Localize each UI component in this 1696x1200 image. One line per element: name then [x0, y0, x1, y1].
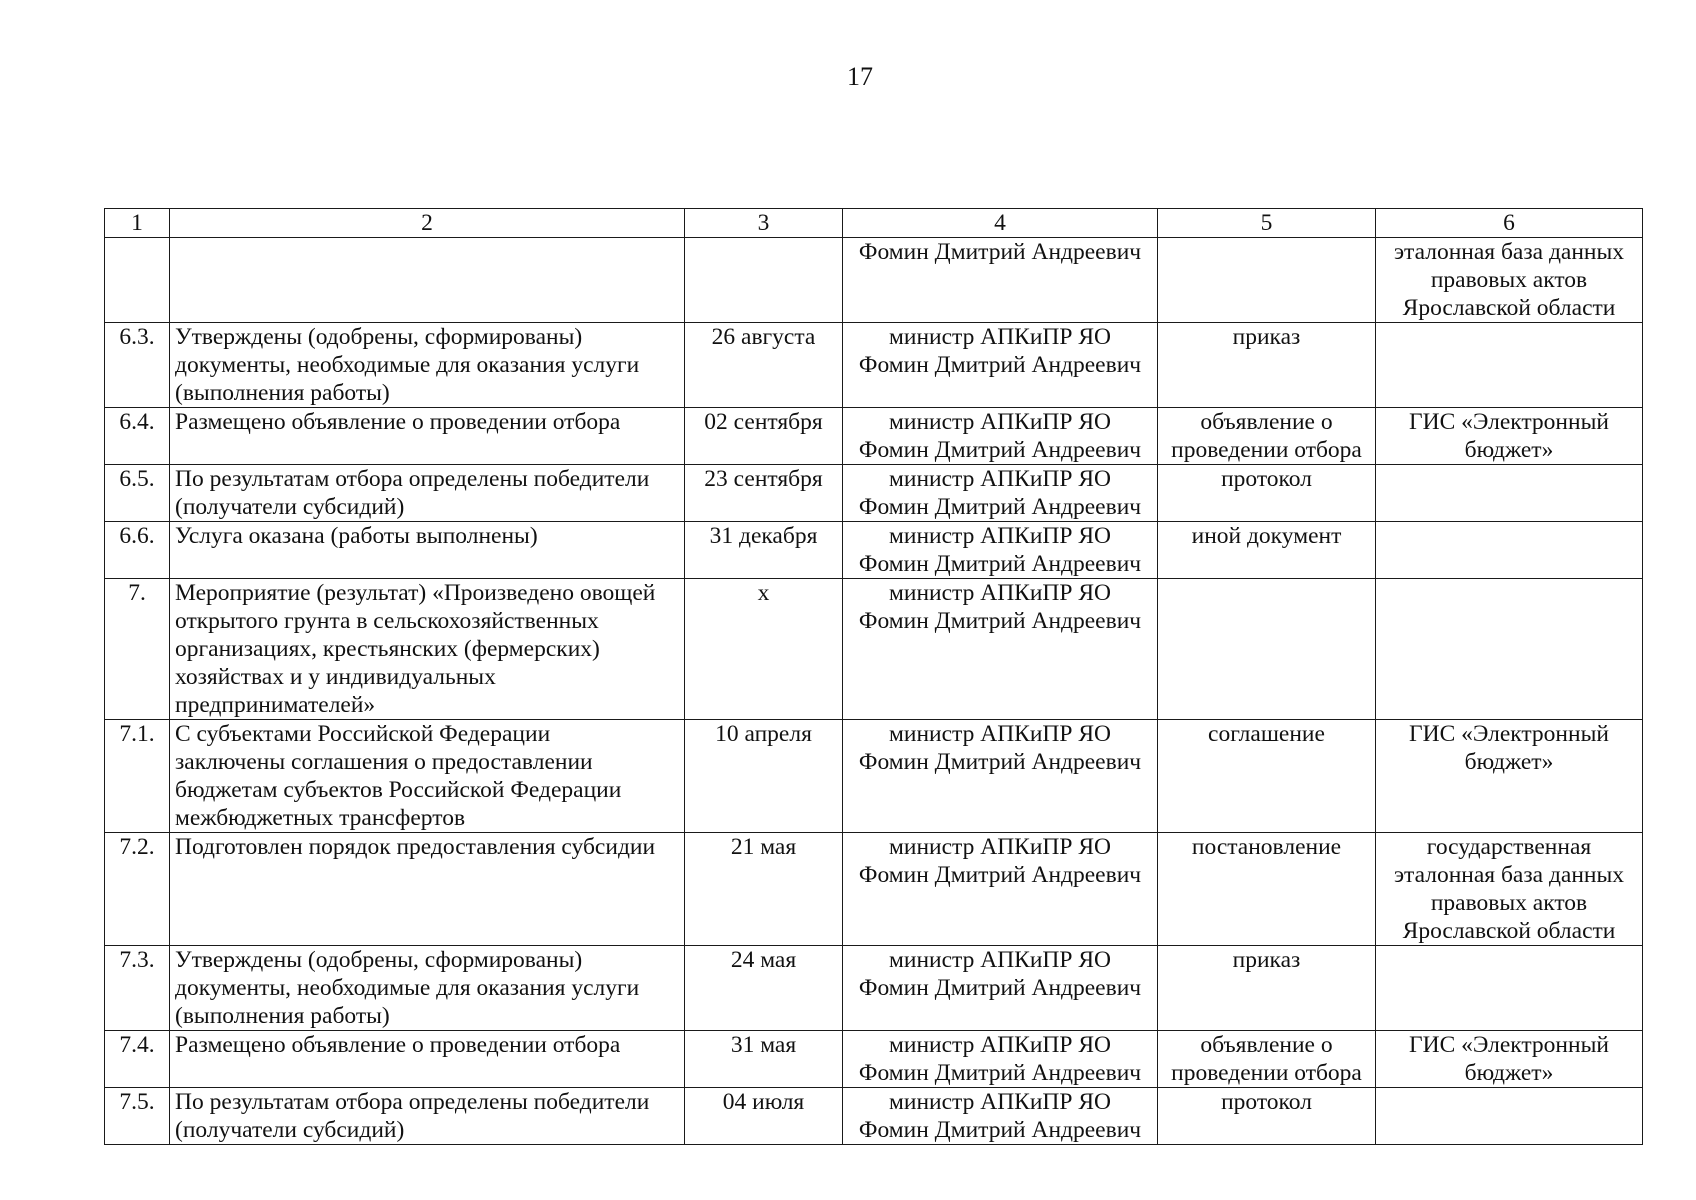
responsible-cell	[843, 833, 1158, 946]
cell-text-line: ГИС «Электронный	[1409, 1032, 1609, 1058]
page-number: 17	[847, 62, 873, 91]
cell-text-line: иной документ	[1191, 523, 1342, 549]
cell-text: 6.5.	[119, 466, 155, 492]
cell-text-line: По результатам отбора определены победители	[175, 466, 650, 492]
description-cell	[170, 720, 685, 833]
deadline-cell	[685, 833, 843, 946]
responsible-cell	[843, 522, 1158, 579]
column-header: 1	[105, 209, 170, 238]
cell-text-line: Размещено объявление о проведении отбора	[175, 1032, 621, 1058]
cell-text-line: бюджет»	[1464, 1060, 1554, 1086]
table-row	[105, 238, 1643, 323]
document-type-cell	[1158, 720, 1376, 833]
cell-text: 23 сентября	[704, 466, 823, 492]
cell-text-line: Размещено объявление о проведении отбора	[175, 409, 621, 435]
cell-text-line: Мероприятие (результат) «Произведено овощей	[175, 580, 656, 606]
cell-text-line: Ярославской области	[1402, 295, 1616, 321]
info-system-cell	[1376, 1031, 1643, 1088]
cell-text-line: министр АПКиПР ЯО	[889, 580, 1111, 606]
deadline-cell	[685, 946, 843, 1031]
document-type-cell	[1158, 946, 1376, 1031]
cell-text: 31 мая	[730, 1032, 797, 1058]
cell-text: 7.	[128, 580, 146, 606]
cell-text-line: соглашение	[1208, 721, 1325, 747]
cell-text-line: По результатам отбора определены победители	[175, 1089, 650, 1115]
cell-text: 6.3.	[119, 324, 155, 350]
cell-text-line: Утверждены (одобрены, сформированы)	[175, 947, 583, 973]
description-cell	[170, 579, 685, 720]
cell-text-line: бюджетам субъектов Российской Федерации	[175, 777, 622, 803]
row-number-cell	[105, 833, 170, 946]
cell-text: 7.3.	[119, 947, 155, 973]
deadline-cell	[685, 579, 843, 720]
table-row	[105, 833, 1643, 946]
cell-text-line: министр АПКиПР ЯО	[889, 1089, 1111, 1115]
info-system-cell	[1376, 579, 1643, 720]
description-cell	[170, 408, 685, 465]
description-cell	[170, 833, 685, 946]
cell-text-line: Утверждены (одобрены, сформированы)	[175, 324, 583, 350]
cell-text-line: объявление о	[1200, 1032, 1333, 1058]
cell-text-line: протокол	[1221, 466, 1312, 492]
column-header: 4	[843, 209, 1158, 238]
cell-text-line: объявление о	[1200, 409, 1333, 435]
row-number-cell	[105, 522, 170, 579]
description-cell	[170, 323, 685, 408]
cell-text-line: открытого грунта в сельскохозяйственных	[175, 608, 599, 634]
document-type-cell	[1158, 833, 1376, 946]
description-cell	[170, 465, 685, 522]
cell-text-line: Фомин Дмитрий Андреевич	[858, 494, 1142, 520]
cell-text: 7.5.	[119, 1089, 155, 1115]
cell-text-line: проведении отбора	[1171, 437, 1362, 463]
cell-text: х	[757, 580, 770, 606]
deadline-cell	[685, 238, 843, 323]
cell-text: 24 мая	[730, 947, 797, 973]
responsible-cell	[843, 465, 1158, 522]
cell-text-line: приказ	[1232, 947, 1301, 973]
cell-text: 21 мая	[730, 834, 797, 860]
cell-text-line: Фомин Дмитрий Андреевич	[858, 239, 1142, 265]
cell-text: 6.4.	[119, 409, 155, 435]
table-row	[105, 522, 1643, 579]
responsible-cell	[843, 946, 1158, 1031]
row-number-cell	[105, 579, 170, 720]
cell-text-line: министр АПКиПР ЯО	[889, 721, 1111, 747]
cell-text-line: эталонная база данных	[1393, 862, 1625, 888]
row-number-cell	[105, 408, 170, 465]
cell-text-line: Подготовлен порядок предоставления субсидии	[175, 834, 656, 860]
cell-text: 7.2.	[119, 834, 155, 860]
cell-text-line: министр АПКиПР ЯО	[889, 834, 1111, 860]
cell-text-line: министр АПКиПР ЯО	[889, 324, 1111, 350]
info-system-cell	[1376, 833, 1643, 946]
cell-text-line: Фомин Дмитрий Андреевич	[858, 437, 1142, 463]
cell-text-line: правовых актов	[1430, 890, 1588, 916]
info-system-cell	[1376, 408, 1643, 465]
table-row	[105, 946, 1643, 1031]
row-number-cell	[105, 1088, 170, 1145]
row-number-cell	[105, 238, 170, 323]
cell-text-line: Фомин Дмитрий Андреевич	[858, 1117, 1142, 1143]
deadline-cell	[685, 323, 843, 408]
table-row	[105, 408, 1643, 465]
description-cell	[170, 1031, 685, 1088]
cell-text-line: Услуга оказана (работы выполнены)	[175, 523, 538, 549]
row-number-cell	[105, 720, 170, 833]
deadline-cell	[685, 720, 843, 833]
description-cell	[170, 522, 685, 579]
document-type-cell	[1158, 1031, 1376, 1088]
cell-text-line: Фомин Дмитрий Андреевич	[858, 1060, 1142, 1086]
cell-text-line: министр АПКиПР ЯО	[889, 1032, 1111, 1058]
cell-text-line: эталонная база данных	[1393, 239, 1625, 265]
deadline-cell	[685, 408, 843, 465]
cell-text-line: С субъектами Российской Федерации	[175, 721, 551, 747]
row-number-cell	[105, 323, 170, 408]
responsible-cell	[843, 1031, 1158, 1088]
responsible-cell	[843, 408, 1158, 465]
info-system-cell	[1376, 1088, 1643, 1145]
column-header: 3	[685, 209, 843, 238]
cell-text-line: (выполнения работы)	[175, 1003, 390, 1029]
responsible-cell	[843, 720, 1158, 833]
cell-text: 26 августа	[711, 324, 816, 350]
cell-text-line: государственная	[1426, 834, 1592, 860]
cell-text-line: (выполнения работы)	[175, 380, 390, 406]
column-header: 6	[1376, 209, 1643, 238]
deadline-cell	[685, 465, 843, 522]
cell-text-line: проведении отбора	[1171, 1060, 1362, 1086]
plan-table	[104, 208, 1643, 1145]
document-type-cell	[1158, 579, 1376, 720]
description-cell	[170, 946, 685, 1031]
responsible-cell	[843, 323, 1158, 408]
cell-text-line: межбюджетных трансфертов	[175, 805, 466, 831]
cell-text-line: приказ	[1232, 324, 1301, 350]
table-header-row	[105, 209, 1643, 238]
info-system-cell	[1376, 238, 1643, 323]
cell-text-line: документы, необходимые для оказания услуги	[175, 975, 640, 1001]
cell-text-line: бюджет»	[1464, 749, 1554, 775]
info-system-cell	[1376, 465, 1643, 522]
cell-text-line: Фомин Дмитрий Андреевич	[858, 975, 1142, 1001]
cell-text-line: предпринимателей»	[175, 692, 376, 718]
table-row	[105, 465, 1643, 522]
description-cell	[170, 238, 685, 323]
cell-text: 02 сентября	[704, 409, 823, 435]
responsible-cell	[843, 1088, 1158, 1145]
table-row	[105, 1088, 1643, 1145]
deadline-cell	[685, 1031, 843, 1088]
deadline-cell	[685, 1088, 843, 1145]
table-row	[105, 579, 1643, 720]
document-type-cell	[1158, 408, 1376, 465]
row-number-cell	[105, 946, 170, 1031]
cell-text: 31 декабря	[709, 523, 818, 549]
cell-text-line: правовых актов	[1430, 267, 1588, 293]
column-header: 5	[1158, 209, 1376, 238]
responsible-cell	[843, 579, 1158, 720]
table-row	[105, 1031, 1643, 1088]
cell-text-line: документы, необходимые для оказания услуги	[175, 352, 640, 378]
document-type-cell	[1158, 1088, 1376, 1145]
document-type-cell	[1158, 238, 1376, 323]
column-header: 2	[170, 209, 685, 238]
cell-text-line: заключены соглашения о предоставлении	[175, 749, 593, 775]
cell-text-line: постановление	[1191, 834, 1342, 860]
cell-text-line: министр АПКиПР ЯО	[889, 466, 1111, 492]
cell-text-line: организациях, крестьянских (фермерских)	[175, 636, 600, 662]
cell-text-line: министр АПКиПР ЯО	[889, 523, 1111, 549]
cell-text-line: Фомин Дмитрий Андреевич	[858, 608, 1142, 634]
cell-text-line: Фомин Дмитрий Андреевич	[858, 352, 1142, 378]
info-system-cell	[1376, 522, 1643, 579]
document-type-cell	[1158, 465, 1376, 522]
cell-text-line: хозяйствах и у индивидуальных	[175, 664, 496, 690]
cell-text: 04 июля	[722, 1089, 805, 1115]
cell-text-line: Фомин Дмитрий Андреевич	[858, 862, 1142, 888]
cell-text: 7.4.	[119, 1032, 155, 1058]
cell-text: 10 апреля	[715, 721, 812, 747]
info-system-cell	[1376, 323, 1643, 408]
info-system-cell	[1376, 720, 1643, 833]
cell-text-line: Фомин Дмитрий Андреевич	[858, 749, 1142, 775]
description-cell	[170, 1088, 685, 1145]
cell-text-line: Ярославской области	[1402, 918, 1616, 944]
cell-text-line: (получатели субсидий)	[175, 1117, 405, 1143]
cell-text: 7.1.	[119, 721, 155, 747]
cell-text-line: Фомин Дмитрий Андреевич	[858, 551, 1142, 577]
table-row	[105, 720, 1643, 833]
table-row	[105, 323, 1643, 408]
document-type-cell	[1158, 323, 1376, 408]
cell-text-line: министр АПКиПР ЯО	[889, 409, 1111, 435]
row-number-cell	[105, 1031, 170, 1088]
responsible-cell	[843, 238, 1158, 323]
cell-text: 6.6.	[119, 523, 155, 549]
info-system-cell	[1376, 946, 1643, 1031]
cell-text-line: (получатели субсидий)	[175, 494, 405, 520]
document-type-cell	[1158, 522, 1376, 579]
deadline-cell	[685, 522, 843, 579]
cell-text-line: бюджет»	[1464, 437, 1554, 463]
cell-text-line: ГИС «Электронный	[1409, 721, 1609, 747]
cell-text-line: ГИС «Электронный	[1409, 409, 1609, 435]
cell-text-line: министр АПКиПР ЯО	[889, 947, 1111, 973]
cell-text-line: протокол	[1221, 1089, 1312, 1115]
row-number-cell	[105, 465, 170, 522]
